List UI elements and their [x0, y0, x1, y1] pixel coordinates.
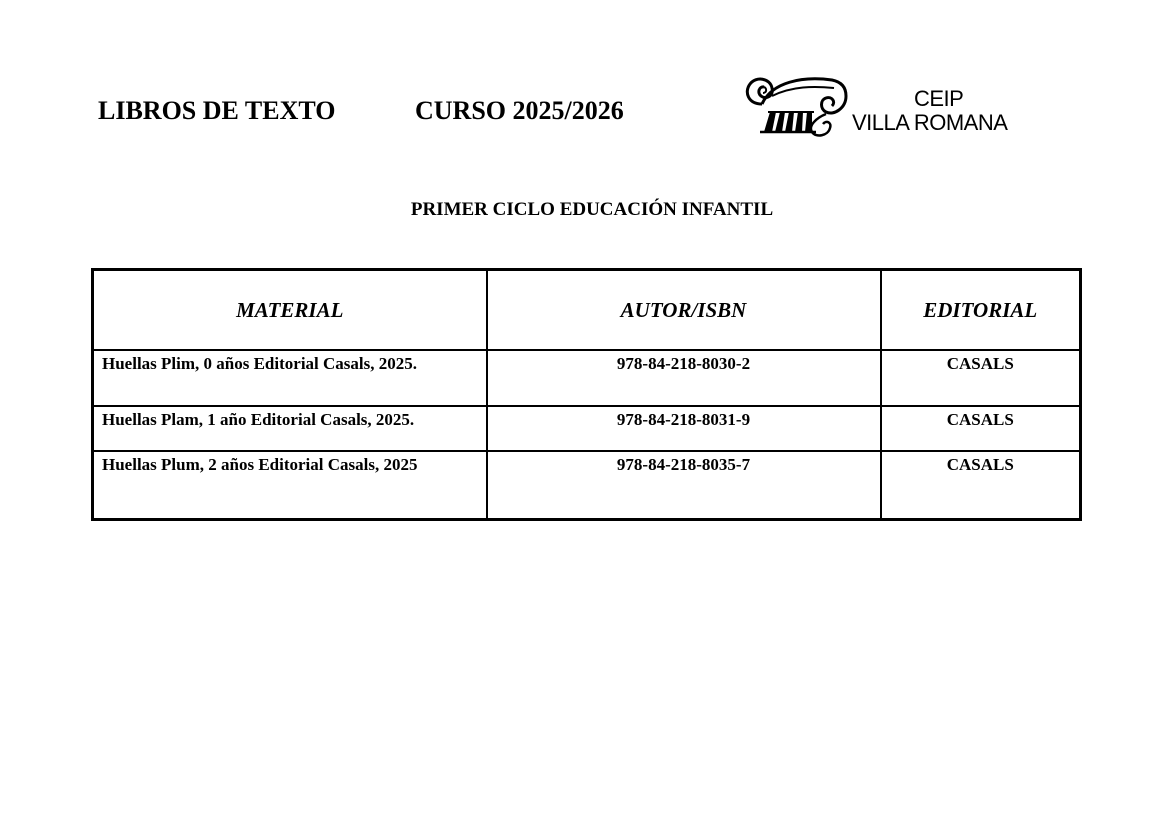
logo-text-ceip: CEIP [914, 86, 964, 111]
editorial-cell: CASALS [881, 406, 1081, 451]
textbooks-table [91, 268, 1082, 521]
isbn-cell: 978-84-218-8031-9 [487, 406, 881, 451]
isbn-cell: 978-84-218-8030-2 [487, 350, 881, 406]
ionic-column-capital-icon [742, 74, 852, 138]
table-row [93, 406, 1081, 451]
course-year: CURSO 2025/2026 [415, 96, 624, 125]
table-row [93, 350, 1081, 406]
column-header-material: MATERIAL [93, 270, 487, 351]
section-title: PRIMER CICLO EDUCACIÓN INFANTIL [410, 199, 774, 220]
table-row [93, 451, 1081, 520]
editorial-cell: CASALS [881, 451, 1081, 520]
isbn-cell: 978-84-218-8035-7 [487, 451, 881, 520]
table-header-row [93, 270, 1081, 351]
school-logo [742, 74, 1042, 140]
document-title: LIBROS DE TEXTO [98, 96, 336, 125]
logo-text-school-name: VILLA ROMANA [852, 110, 1008, 135]
material-cell: Huellas Plam, 1 año Editorial Casals, 2025. [93, 406, 487, 451]
column-header-autor-isbn: AUTOR/ISBN [487, 270, 881, 351]
editorial-cell: CASALS [881, 350, 1081, 406]
column-header-editorial: EDITORIAL [881, 270, 1081, 351]
material-cell: Huellas Plim, 0 años Editorial Casals, 2025. [93, 350, 487, 406]
material-cell: Huellas Plum, 2 años Editorial Casals, 2025 [93, 451, 487, 520]
